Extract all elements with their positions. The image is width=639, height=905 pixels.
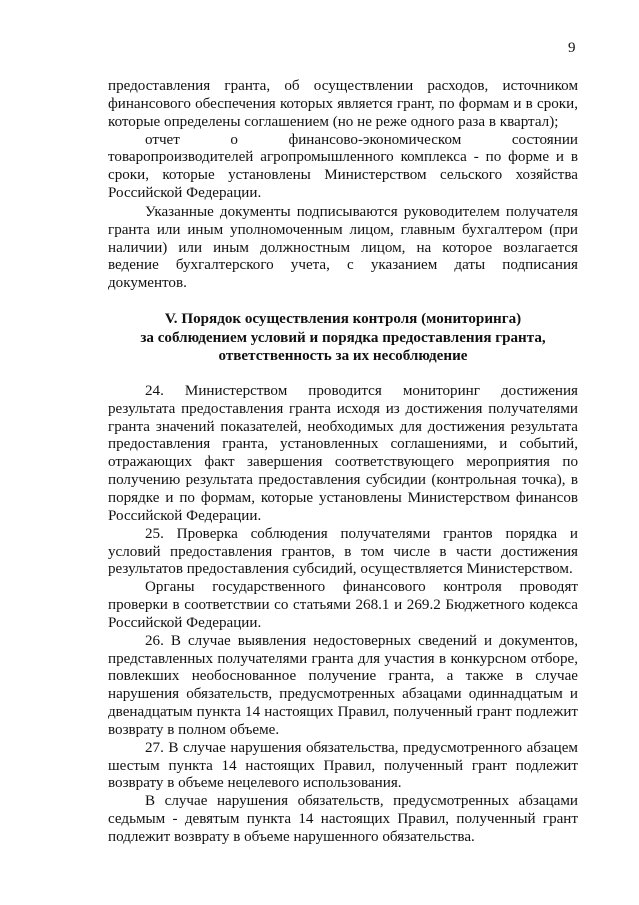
paragraph: отчет о финансово-экономическом состоянии товаропроизводителей агропромышленного комплекса - по форме и в сроки, которые установлены Министерством сельского хозяйства Российской Федерации. — [108, 131, 578, 202]
paragraph-item-24: 24. Министерством проводится мониторинг достижения результата предоставления гранта исходя из достижения получателями гранта значений показателей, необходимых для достижения результата предоставления гранта, установленных соглашениями, и событий, отражающих факт завершения соответствующего мероприятия по получению результата предоставления субсидии (контрольная точка), в порядке и по формам, которые установлены Министерством финансов Российской Федерации. — [108, 382, 578, 524]
section-heading — [108, 310, 578, 366]
section-heading-line: за соблюдением условий и порядка предоставления гранта, — [140, 329, 546, 346]
paragraph: Указанные документы подписываются руководителем получателя гранта или иным уполномоченным лицом, главным бухгалтером (при наличии) или иным должностным лицом, на которое возлагается ведение бухгалтерского учета, с указанием даты подписания документов. — [108, 203, 578, 292]
paragraph-item-25: 25. Проверка соблюдения получателями грантов порядка и условий предоставления грантов, в том числе в части достижения результатов предоставления субсидий, осуществляется Министерством. — [108, 525, 578, 578]
section-heading-line: V. Порядок осуществления контроля (мониторинга) — [164, 311, 522, 328]
section-heading-line: ответственность за их несоблюдение — [218, 348, 468, 365]
paragraph: В случае нарушения обязательств, предусмотренных абзацами седьмым - девятым пункта 14 настоящих Правил, полученный грант подлежит возврату в объеме нарушенного обязательства. — [108, 793, 578, 845]
paragraph-item-27: 27. В случае нарушения обязательства, предусмотренного абзацем шестым пункта 14 настоящих Правил, полученный грант подлежит возврату в объеме нецелевого использования. — [108, 739, 578, 792]
paragraph: Органы государственного финансового контроля проводят проверки в соответствии со статьями 268.1 и 269.2 Бюджетного кодекса Российской Федерации. — [108, 579, 578, 631]
document-body — [108, 78, 578, 847]
page-number: 9 — [568, 40, 576, 56]
paragraph: предоставления гранта, об осуществлении расходов, источником финансового обеспечения которых является грант, по формам и в сроки, которые определены соглашением (но не реже одного раза в квартал); — [108, 78, 578, 130]
paragraph-item-26: 26. В случае выявления недостоверных сведений и документов, представленных получателями гранта для участия в конкурсном отборе, повлекших необоснованное получение гранта, а также в случае нарушения обязательств, предусмотренных абзацами одиннадцатым и двенадцатым пункта 14 настоящих Правил, полученный грант подлежит возврату в полном объеме. — [108, 632, 578, 738]
